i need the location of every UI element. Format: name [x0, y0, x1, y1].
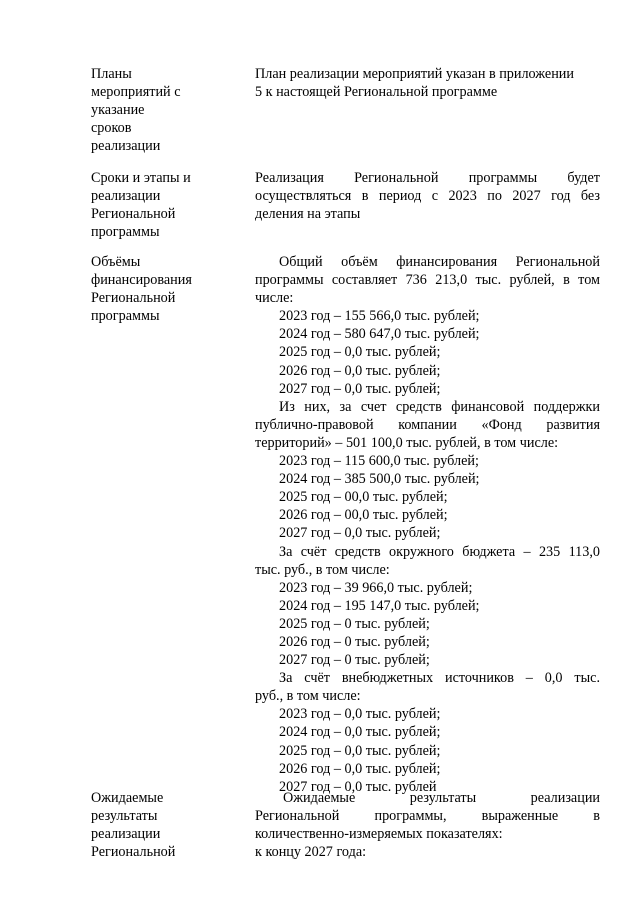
- value-line: Общий объём финансирования Региональной: [279, 254, 600, 270]
- row-value: [255, 253, 600, 796]
- value-line: числе:: [255, 290, 294, 307]
- value-line: 2023 год – 115 600,0 тыс. рублей;: [279, 453, 479, 470]
- row-label: [91, 789, 209, 861]
- row-label: [91, 253, 209, 325]
- value-line: Ожидаемые результаты реализации: [283, 790, 600, 806]
- row-label: [91, 65, 209, 155]
- value-line: территорий» – 501 100,0 тыс. рублей, в том числе:: [255, 434, 559, 451]
- value-line: тыс. руб., в том числе:: [255, 561, 390, 578]
- value-line: 2026 год – 0,0 тыс. рублей;: [279, 362, 441, 379]
- label-line: реализации: [91, 138, 161, 155]
- value-line: 2027 год – 0,0 тыс. рублей;: [279, 525, 441, 542]
- label-line: Планы: [91, 66, 132, 82]
- value-line: 2027 год – 0 тыс. рублей;: [279, 652, 430, 669]
- value-line: 2025 год – 0,0 тыс. рублей;: [279, 742, 441, 759]
- value-line: Реализация Региональной программы будет: [255, 170, 600, 186]
- value-line: 2026 год – 0,0 тыс. рублей;: [279, 760, 441, 777]
- label-line: Объёмы: [91, 254, 141, 270]
- value-line: 2024 год – 0,0 тыс. рублей;: [279, 724, 441, 741]
- value-line: 2027 год – 0,0 тыс. рублей;: [279, 380, 441, 397]
- value-line: 2024 год – 195 147,0 тыс. рублей;: [279, 597, 480, 614]
- row-value: [255, 169, 600, 223]
- value-line: 2025 год – 0 тыс. рублей;: [279, 615, 430, 632]
- value-line: 5 к настоящей Региональной программе: [255, 84, 498, 101]
- value-line: количественно-измеряемых показателях:: [255, 826, 503, 843]
- label-line: Региональной: [91, 206, 176, 223]
- value-line: 2023 год – 39 966,0 тыс. рублей;: [279, 579, 473, 596]
- value-line: руб., в том числе:: [255, 688, 361, 705]
- value-line: План реализации мероприятий указан в приложении: [255, 66, 574, 82]
- row-value: [255, 789, 600, 861]
- label-line: мероприятий с: [91, 84, 181, 101]
- value-line: Из них, за счет средств финансовой поддержки: [279, 398, 600, 415]
- value-line: осуществляться в период с 2023 по 2027 год без: [255, 188, 600, 205]
- value-line: 2025 год – 0,0 тыс. рублей;: [279, 344, 441, 361]
- label-line: программы: [91, 224, 160, 241]
- label-line: программы: [91, 308, 160, 325]
- value-line: 2024 год – 580 647,0 тыс. рублей;: [279, 326, 480, 343]
- value-line: деления на этапы: [255, 206, 361, 223]
- value-line: 2024 год – 385 500,0 тыс. рублей;: [279, 471, 480, 488]
- label-line: Региональной: [91, 844, 176, 861]
- label-line: Сроки и этапы и: [91, 170, 191, 186]
- value-line: 2026 год – 0 тыс. рублей;: [279, 633, 430, 650]
- value-line: к концу 2027 года:: [255, 844, 367, 861]
- value-line: 2027 год – 0,0 тыс. рублей: [279, 778, 437, 795]
- value-line: публично-правовой компании «Фонд развития: [255, 416, 600, 433]
- label-line: финансирования: [91, 272, 192, 289]
- value-line: 2026 год – 00,0 тыс. рублей;: [279, 507, 448, 524]
- label-line: Ожидаемые: [91, 790, 164, 806]
- value-line: 2023 год – 155 566,0 тыс. рублей;: [279, 308, 480, 325]
- value-line: 2025 год – 00,0 тыс. рублей;: [279, 489, 448, 506]
- label-line: указание: [91, 102, 145, 119]
- label-line: реализации: [91, 188, 161, 205]
- value-line: Региональной программы, выраженные в: [255, 808, 600, 825]
- value-line: 2023 год – 0,0 тыс. рублей;: [279, 706, 441, 723]
- label-line: реализации: [91, 826, 161, 843]
- value-line: За счёт внебюджетных источников – 0,0 тыс.: [279, 670, 600, 687]
- row-value: [255, 65, 600, 101]
- value-line: программы составляет 736 213,0 тыс. рублей, в том: [255, 272, 600, 289]
- row-label: [91, 169, 209, 241]
- value-line: За счёт средств окружного бюджета – 235 113,0: [279, 543, 600, 560]
- label-line: результаты: [91, 808, 158, 825]
- label-line: сроков: [91, 120, 132, 137]
- label-line: Региональной: [91, 290, 176, 307]
